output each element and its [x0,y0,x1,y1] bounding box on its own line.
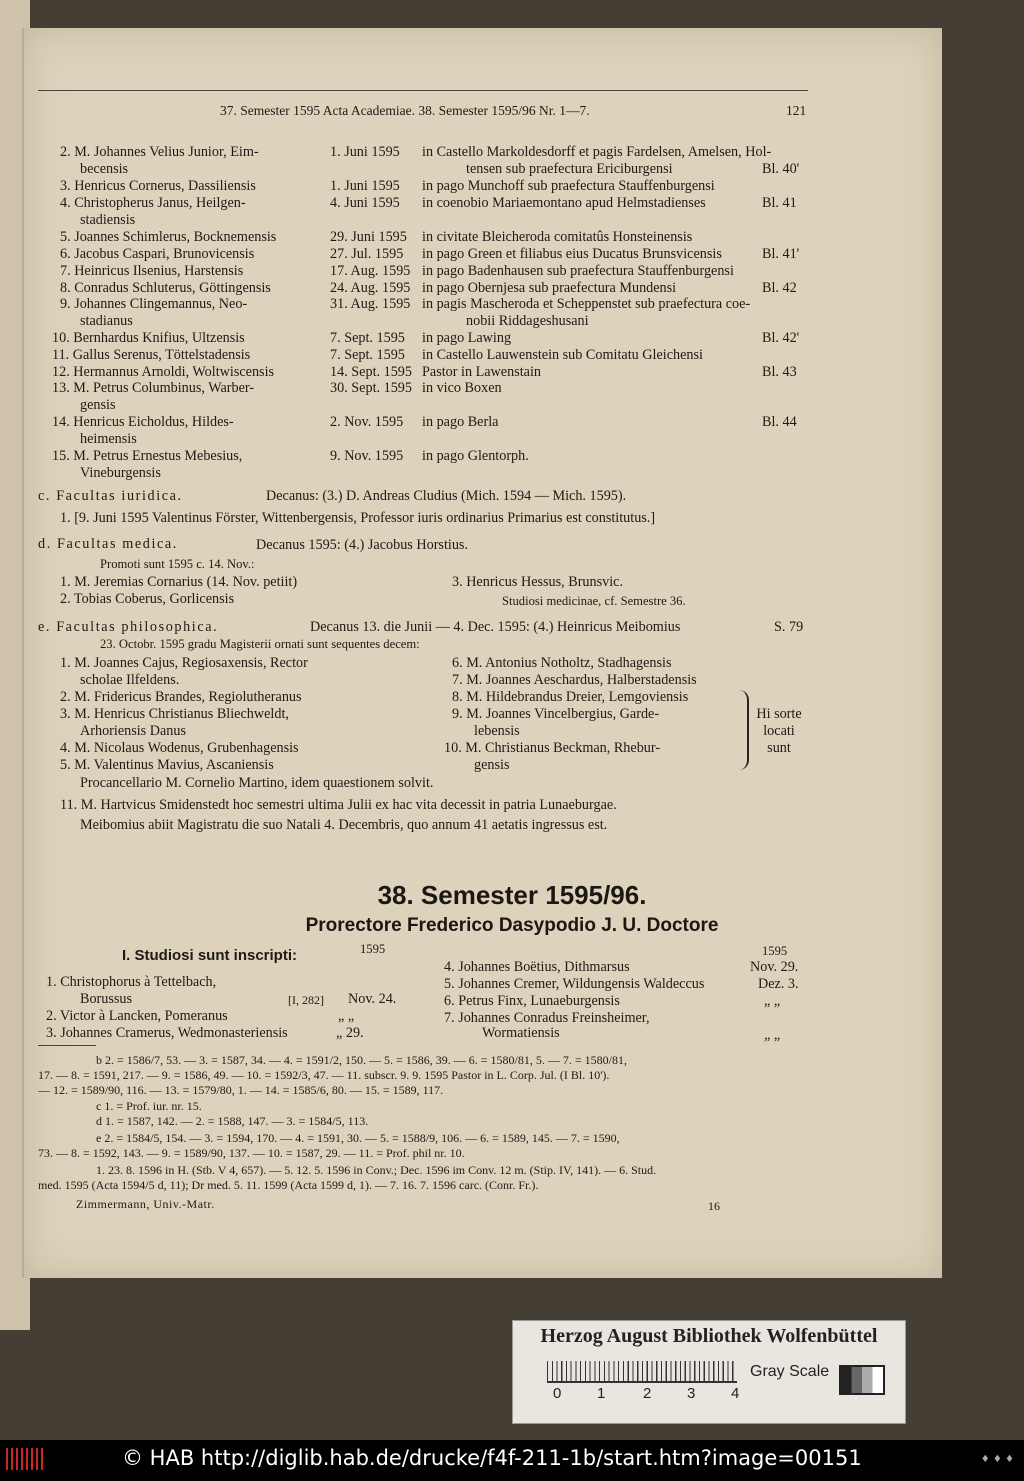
student-5-date: Dez. 3. [758,976,799,992]
ruler-tick-4: 4 [731,1385,740,1402]
footer-link[interactable]: © HAB http://diglib.hab.de/drucke/f4f-211-1b/start.htm?image=00151 [122,1446,862,1470]
footnote-line: 1. 23. 8. 1596 in H. (Stb. V 4, 657). — 5. 12. 5. 1596 in Conv.; Dec. 1596 im Conv. 12 m. (Stip. IV, 141). — 6. Stud. [96,1163,657,1177]
section-b-place: in pago Glentorph. [422,448,529,464]
section-b-place: in pago Green et filiabus eius Ducatus Brunsvicensis [422,246,722,262]
section-b-date: 30. Sept. 1595 [330,380,412,396]
section-c-heading: c. Facultas iuridica. [38,488,183,504]
section-e-right-line: 10. M. Christianus Beckman, Rhebur- [444,740,661,756]
section-b-ref: Bl. 40' [762,161,800,177]
section-b-ref: Bl. 42' [762,330,800,346]
section-e-right-line: 9. M. Joannes Vincelbergius, Garde- [452,706,660,722]
section-b-ref: Bl. 43 [762,364,797,380]
sorte-2: locati [763,723,795,739]
ruler-tick-2: 2 [643,1385,652,1402]
student-7-date: „ „ [764,1027,781,1043]
student-5: 5. Johannes Cremer, Wildungensis Waldeccus [444,976,705,992]
section-b-name: becensis [80,161,129,177]
footnote-line: d 1. = 1587, 142. — 2. = 1588, 147. — 3. = 1584/5, 113. [96,1114,369,1128]
section-b-name: 7. Heinricus Ilsenius, Harstensis [60,263,244,279]
student-2-date: „ „ [338,1008,355,1024]
page-foot-left: Zimmermann, Univ.-Matr. [76,1197,215,1211]
section-b-name: 8. Conradus Schluterus, Göttingensis [60,280,271,296]
section-b-date: 27. Jul. 1595 [330,246,404,262]
section-b-place: in pago Badenhausen sub praefectura Stauffenburgensi [422,263,734,279]
section-b-ref: Bl. 41' [762,246,800,262]
section-b-place: in pago Berla [422,414,499,430]
footer-bar [0,1440,1024,1481]
section-b-name: 9. Johannes Clingemannus, Neo- [60,296,248,312]
student-6: 6. Petrus Finx, Lunaeburgensis [444,993,620,1009]
section-e-right-line: 7. M. Joannes Aeschardus, Halberstadensis [452,672,697,688]
section-c-entry: 1. [9. Juni 1595 Valentinus Förster, Wittenbergensis, Professor iuris ordinarius Primarius est constitutus.] [60,510,656,526]
section-b-date: 14. Sept. 1595 [330,364,412,380]
page-number: 121 [786,103,807,118]
student-7: 7. Johannes Conradus Freinsheimer, [444,1010,650,1026]
section-b-place: in pago Obernjesa sub praefectura Mundensi [422,280,677,296]
section-b-date: 31. Aug. 1595 [330,296,411,312]
section-b-name: heimensis [80,431,137,447]
section-b-date: 24. Aug. 1595 [330,280,411,296]
ruler-tick-1: 1 [597,1385,606,1402]
studiosi-heading: I. Studiosi sunt inscripti: [122,947,298,964]
section-b-ref: Bl. 42 [762,280,797,296]
section-e-ref: S. 79 [774,619,804,635]
section-d-promoti: Promoti sunt 1595 c. 14. Nov.: [100,557,255,571]
section-b-name: 3. Henricus Cornerus, Dassiliensis [60,178,256,194]
section-e-dean: Decanus 13. die Junii — 4. Dec. 1595: (4.) Heinricus Meibomius [310,619,681,635]
student-6-date: „ „ [764,993,781,1009]
section-e-right-line: 6. M. Antonius Notholtz, Stadhagensis [452,655,672,671]
section-b-name: 4. Christopherus Janus, Heilgen- [60,195,246,211]
student-1: 1. Christophorus à Tettelbach, [46,974,217,990]
section-b-name: 14. Henricus Eicholdus, Hildes- [52,414,234,430]
section-e-entry-11: 11. M. Hartvicus Smidenstedt hoc semestri ultima Julii ex hac vita decessit in patria Lunaeburgae. [60,797,617,813]
student-1-ref: [I, 282] [288,993,324,1007]
student-2: 2. Victor à Lancken, Pomeranus [46,1008,228,1024]
section-b-place: in pago Munchoff sub praefectura Stauffenburgensi [422,178,715,194]
section-b-name: gensis [80,397,116,413]
section-b-ref: Bl. 41 [762,195,797,211]
section-b-name: 5. Joannes Schimlerus, Bocknemensis [60,229,277,245]
section-c-dean: Decanus: (3.) D. Andreas Cludius (Mich. 1594 — Mich. 1595). [266,488,627,504]
section-b-place: in pago Lawing [422,330,512,346]
scale-ruler [547,1361,737,1383]
section-b-name: 11. Gallus Serenus, Töttelstadensis [52,347,251,363]
section-b-place: in vico Boxen [422,380,502,396]
year-left: 1595 [360,942,386,956]
section-d-dean: Decanus 1595: (4.) Jacobus Horstius. [256,537,468,553]
section-e-left-line: 2. M. Fridericus Brandes, Regiolutheranus [60,689,302,705]
section-b-date: 17. Aug. 1595 [330,263,411,279]
section-b-place: in Castello Markoldesdorff et pagis Fardelsen, Amelsen, Hol- [422,144,772,160]
signature-mark: 16 [708,1199,720,1213]
footer-mark: ♦ ♦ ♦ [980,1454,1014,1465]
section-e-note: Meibomius abiit Magistratu die suo Natali 4. Decembris, quo annum 41 aetatis ingressus est. [80,817,608,833]
student-3-date: „ 29. [336,1025,364,1041]
section-d-heading: d. Facultas medica. [38,536,178,552]
footnote-rule [38,1045,96,1046]
section-b-date: 7. Sept. 1595 [330,330,405,346]
section-b-date: 1. Juni 1595 [330,144,400,160]
section-b-date: 7. Sept. 1595 [330,347,405,363]
semester-subtitle: Prorectore Frederico Dasypodio J. U. Doctore [305,915,719,936]
section-e-right-line: 8. M. Hildebrandus Dreier, Lemgoviensis [452,689,689,705]
sorte-1: Hi sorte [756,706,802,722]
footnote-line: med. 1595 (Acta 1594/5 d, 11); Dr med. 5. 11. 1599 (Acta 1599 d, 1). — 7. 16. 7. 1596 carc. (Conr. Fr.). [38,1178,539,1192]
section-d-entry-1: 1. M. Jeremias Cornarius (14. Nov. petiit) [60,574,298,590]
section-b-place: in civitate Bleicheroda comitatûs Honsteinensis [422,229,693,245]
gray-scale-label: Gray Scale [750,1363,830,1380]
section-b-date: 29. Juni 1595 [330,229,407,245]
section-e-left-line: 3. M. Henricus Christianus Bliechweldt, [60,706,289,722]
section-b-place: tensen sub praefectura Ericiburgensi [466,161,673,177]
student-1-date: Nov. 24. [348,991,397,1007]
section-b-place: nobii Riddageshusani [466,313,589,329]
header-rule [38,90,808,91]
semester-title: 38. Semester 1595/96. [377,880,647,910]
section-b-date: 9. Nov. 1595 [330,448,404,464]
hab-scale-card [512,1320,906,1424]
ruler-tick-3: 3 [687,1385,696,1402]
footnote-line: 73. — 8. = 1592, 143. — 9. = 1589/90, 137. — 10. = 1587, 29. — 11. = Prof. phil nr. 10. [38,1146,465,1160]
section-e-left-line: 5. M. Valentinus Mavius, Ascaniensis [60,757,274,773]
section-e-left-line: 1. M. Joannes Cajus, Regiosaxensis, Rector [60,655,308,671]
section-b-name: Vineburgensis [80,465,161,481]
section-e-procancellario: Procancellario M. Cornelio Martino, idem quaestionem solvit. [80,775,434,791]
hab-title: Herzog August Bibliothek Wolfenbüttel [540,1325,878,1347]
section-e-left-line: scholae Ilfeldens. [80,672,180,688]
section-b-name: 13. M. Petrus Columbinus, Warber- [52,380,255,396]
footnote-line: — 12. = 1589/90, 116. — 13. = 1579/80, 1. — 14. = 1585/6, 80. — 15. = 1589, 117. [38,1083,444,1097]
running-title: 37. Semester 1595 Acta Academiae. 38. Semester 1595/96 Nr. 1—7. [220,103,590,118]
section-b-name: 2. M. Johannes Velius Junior, Eim- [60,144,259,160]
section-d-entry-2: 2. Tobias Coberus, Gorlicensis [60,591,235,607]
section-b-place: in pagis Mascheroda et Scheppenstet sub praefectura coe- [422,296,751,312]
hab-logo-icon [6,1448,46,1470]
section-e-intro: 23. Octobr. 1595 gradu Magisterii ornati sunt sequentes decem: [100,637,420,651]
section-b-ref: Bl. 44 [762,414,797,430]
section-b-name: 15. M. Petrus Ernestus Mebesius, [52,448,243,464]
student-4: 4. Johannes Boëtius, Dithmarsus [444,959,630,975]
section-b-name: 10. Bernhardus Knifius, Ultzensis [52,330,245,346]
student-4-date: Nov. 29. [750,959,799,975]
ruler-tick-0: 0 [553,1385,562,1402]
student-3: 3. Johannes Cramerus, Wedmonasteriensis [46,1025,288,1041]
section-b-name: stadiensis [80,212,136,228]
section-d-entry-3: 3. Henricus Hessus, Brunsvic. [452,574,624,590]
footnote-line: c 1. = Prof. iur. nr. 15. [96,1099,202,1113]
section-d-note: Studiosi medicinae, cf. Semestre 36. [502,594,686,608]
section-b-name: stadianus [80,313,133,329]
year-right: 1595 [762,944,788,958]
section-b-date: 2. Nov. 1595 [330,414,404,430]
section-e-heading: e. Facultas philosophica. [38,619,219,635]
sorte-3: sunt [767,740,791,756]
section-b-date: 1. Juni 1595 [330,178,400,194]
footnote-line: b 2. = 1586/7, 53. — 3. = 1587, 34. — 4. = 1591/2, 150. — 5. = 1586, 39. — 6. = 1580/81, 5. — 7. = 1580/81, [96,1053,627,1067]
section-b-place: in Castello Lauwenstein sub Comitatu Gleichensi [422,347,703,363]
footnote-line: e 2. = 1584/5, 154. — 3. = 1594, 170. — 4. = 1591, 30. — 5. = 1588/9, 106. — 6. = 1589, 145. — 7. = 1590, [96,1131,620,1145]
section-e-right-line: gensis [474,757,510,773]
footnote-line: 17. — 8. = 1591, 217. — 9. = 1586, 49. — 10. = 1592/3, 47. — 11. subscr. 9. 9. 1595 Pastor in L. Corp. Jul. (I Bl. 10'). [38,1068,610,1082]
section-e-left-line: Arhoriensis Danus [80,723,186,739]
student-7-origin: Wormatiensis [482,1025,560,1041]
section-e-left-line: 4. M. Nicolaus Wodenus, Grubenhagensis [60,740,299,756]
section-b-name: 12. Hermannus Arnoldi, Woltwiscensis [52,364,275,380]
student-1-origin: Borussus [80,991,133,1007]
section-b-date: 4. Juni 1595 [330,195,400,211]
section-b-name: 6. Jacobus Caspari, Brunovicensis [60,246,255,262]
section-b-place: in coenobio Mariaemontano apud Helmstadienses [422,195,706,211]
gray-scale-swatch [839,1365,885,1395]
section-b-place: Pastor in Lawenstain [422,364,541,380]
section-e-right-line: lebensis [474,723,520,739]
